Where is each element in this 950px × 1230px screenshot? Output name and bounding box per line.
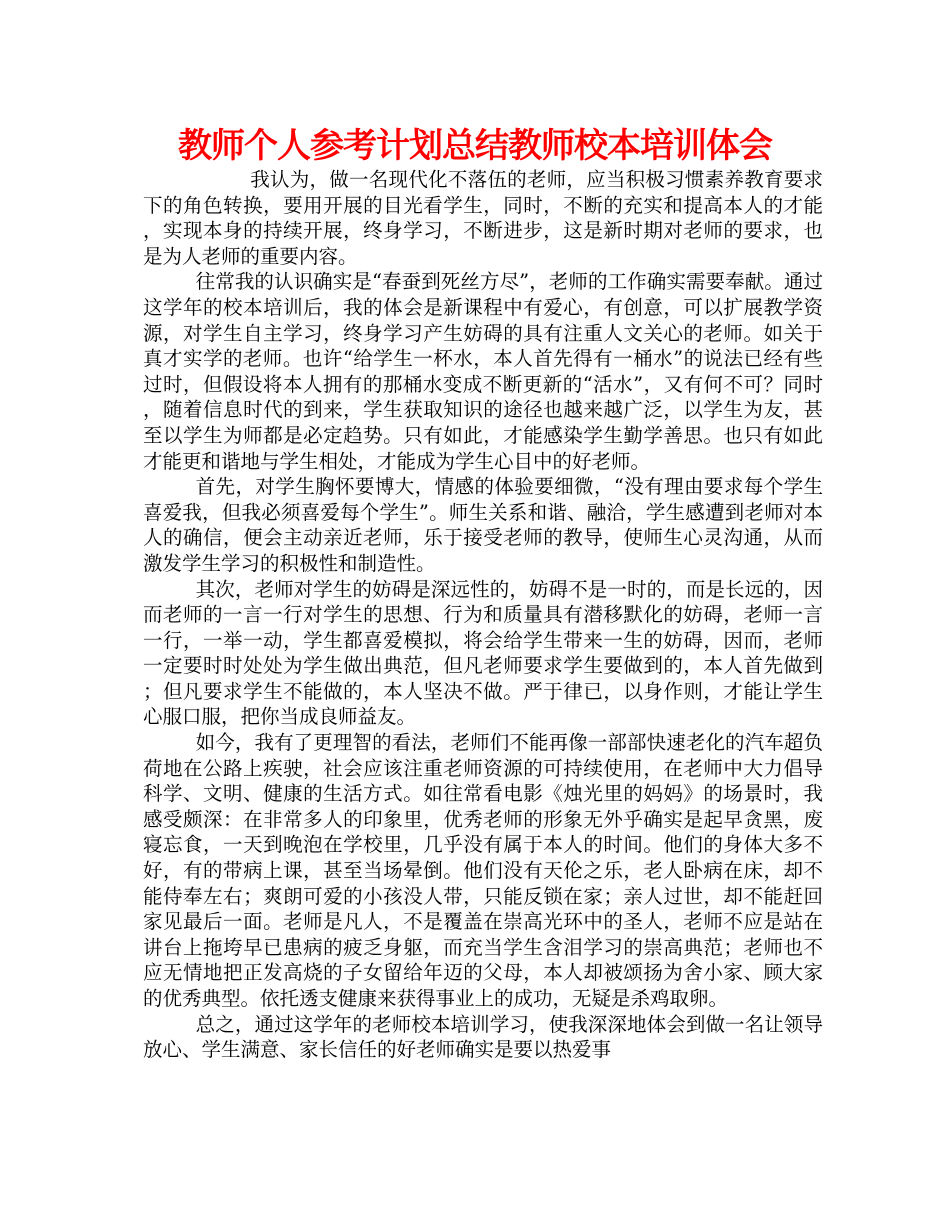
paragraph-4: 其次，老师对学生的妨碍是深远性的，妨碍不是一时的，而是长远的，因而老师的一言一行对学生的思想、行为和质量具有潜移默化的妨碍，老师一言一行，一举一动，学生都喜爱模拟，将会给学生带来一生的妨碍，因而，老师一定要时时处处为学生做出典范，但凡老师要求学生要做到的，本人首先做到；但凡要求学生不能做的，本人坚决不做。严于律已，以身作则，才能让学生心服口服，把你当成良师益友。 (143, 577, 823, 729)
paragraph-5: 如今，我有了更理智的看法，老师们不能再像一部部快速老化的汽车超负荷地在公路上疾驶，社会应该注重老师资源的可持续使用，在老师中大力倡导科学、文明、健康的生活方式。如往常看电影《烛光里的妈妈》的场景时，我感受颇深：在非常多人的印象里，优秀老师的形象无外乎确实是起早贪黑，废寝忘食，一天到晚泡在学校里，几乎没有属于本人的时间。他们的身体大多不好，有的带病上课，甚至当场晕倒。他们没有天伦之乐，老人卧病在床，却不能侍奉左右；爽朗可爱的小孩没人带，只能反锁在家；亲人过世，却不能赶回家见最后一面。老师是凡人，不是覆盖在崇高光环中的圣人，老师不应是站在讲台上拖垮早已患病的疲乏身躯，而充当学生含泪学习的崇高典范；老师也不应无情地把正发高烧的子女留给年迈的父母，本人却被颂扬为舍小家、顾大家的优秀典型。依托透支健康来获得事业上的成功，无疑是杀鸡取卵。 (143, 731, 823, 1010)
paragraph-2: 往常我的认识确实是“春蚕到死丝方尽”，老师的工作确实需要奉献。通过这学年的校本培训后，我的体会是新课程中有爱心，有创意，可以扩展教学资源，对学生自主学习，终身学习产生妨碍的具有注重人文关心的老师。如关于真才实学的老师。也许“给学生一杯水，本人首先得有一桶水”的说法已经有些过时，但假设将本人拥有的那桶水变成不断更新的“活水”，又有何不可？同时，随着信息时代的到来，学生获取知识的途径也越来越广泛，以学生为友，甚至以学生为师都是必定趋势。只有如此，才能感染学生勤学善思。也只有如此才能更和谐地与学生相处，才能成为学生心目中的好老师。 (143, 270, 823, 473)
document-title: 教师个人参考计划总结教师校本培训体会 (178, 126, 772, 166)
paragraph-6: 总之，通过这学年的老师校本培训学习，使我深深地体会到做一名让领导放心、学生满意、家长信任的好老师确实是要以热爱事 (143, 1012, 823, 1062)
paragraph-3: 首先，对学生胸怀要博大，情感的体验要细微，“没有理由要求每个学生喜爱我，但我必须喜爱每个学生”。师生关系和谐、融洽，学生感遭到老师对本人的确信，便会主动亲近老师，乐于接受老师的教导，使师生心灵沟通，从而激发学生学习的积极性和制造性。 (143, 475, 823, 575)
document-body (143, 167, 823, 1063)
paragraph-1: 我认为，做一名现代化不落伍的老师，应当积极习惯素养教育要求下的角色转换，要用开展的目光看学生，同时，不断的充实和提高本人的才能，实现本身的持续开展，终身学习，不断进步，这是新时期对老师的要求，也是为人老师的重要内容。 (143, 168, 823, 268)
